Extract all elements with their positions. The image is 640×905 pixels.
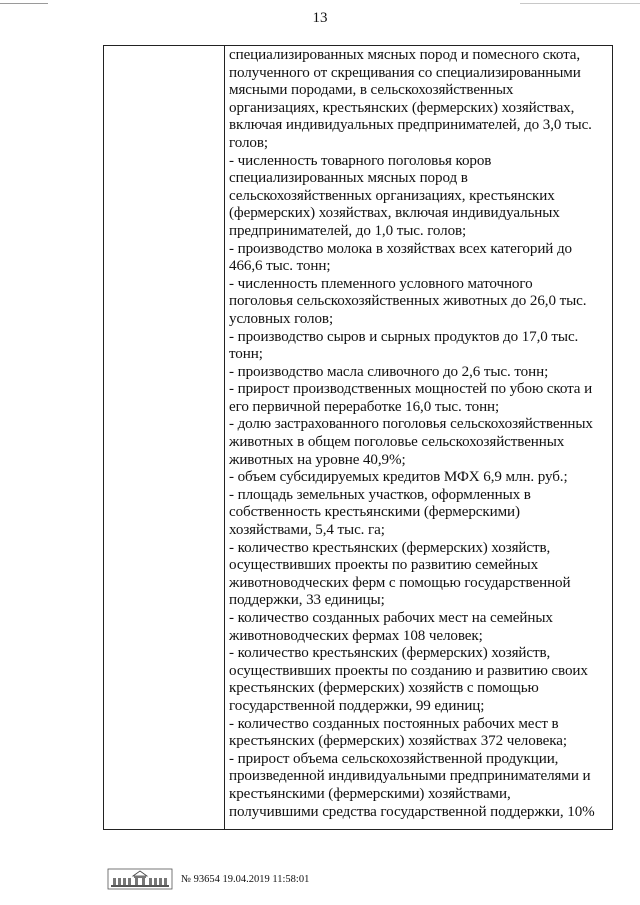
text-line: поддержки, 33 единицы; [229, 592, 385, 609]
text-line: специализированных мясных пород и помесного скота, [229, 47, 581, 63]
table-right-column [225, 46, 612, 829]
text-line: крестьянскими (фермерскими) хозяйствами, [229, 785, 511, 802]
text-line: осуществивших проекты по развитию семейных [229, 557, 539, 574]
table-left-column [104, 46, 225, 829]
document-table [103, 45, 613, 830]
text-line: - объем субсидируемых кредитов МФХ 6,9 млн. руб.; [229, 469, 568, 486]
text-line: собственность крестьянскими (фермерскими) [229, 504, 520, 521]
text-line: хозяйствами, 5,4 тыс. га; [229, 522, 385, 539]
text-line: специализированных мясных пород в [229, 170, 468, 187]
text-line: - производство молока в хозяйствах всех категорий до [229, 240, 572, 257]
text-line: голов; [229, 134, 268, 151]
text-line: тонн; [229, 346, 263, 363]
text-line: крестьянских (фермерских) хозяйствах 372 человека; [229, 733, 567, 750]
text-line: его первичной переработке 16,0 тыс. тонн; [229, 398, 500, 415]
text-line: условных голов; [229, 310, 334, 327]
text-line: - количество крестьянских (фермерских) хозяйств, [229, 645, 551, 662]
text-line: - численность племенного условного маточного [229, 275, 533, 292]
text-line: животных на уровне 40,9%; [229, 451, 406, 468]
registration-number: № 93654 19.04.2019 11:58:01 [181, 873, 310, 885]
text-line: получившими средства государственной поддержки, 10% [229, 803, 595, 820]
text-line: (фермерских) хозяйствах, включая индивидуальных [229, 205, 560, 222]
page-number: 13 [312, 10, 328, 26]
text-line: - количество крестьянских (фермерских) хозяйств, [229, 539, 551, 556]
text-line: 466,6 тыс. тонн; [229, 258, 331, 275]
text-line: - прирост производственных мощностей по убою скота и [229, 381, 593, 398]
text-line: - численность товарного поголовья коров [229, 152, 492, 169]
text-line: мясными породами, в сельскохозяйственных [229, 82, 514, 99]
text-line: предпринимателей, до 1,0 тыс. голов; [229, 222, 467, 239]
text-line: - количество созданных постоянных рабочих мест в [229, 715, 559, 732]
text-line: животноводческих ферм с помощью государственной [229, 574, 571, 591]
text-line: - долю застрахованного поголовья сельскохозяйственных [229, 416, 593, 433]
government-building-logo-icon [107, 868, 173, 890]
text-line: - производство сыров и сырных продуктов до 17,0 тыс. [229, 328, 579, 345]
scan-edge-mark-left [0, 3, 48, 4]
text-line: - площадь земельных участков, оформленных в [229, 486, 531, 503]
text-line: - количество созданных рабочих мест на семейных [229, 610, 553, 626]
text-line: животноводческих фермах 108 человек; [229, 627, 483, 644]
document-footer [107, 868, 309, 890]
text-line: крестьянских (фермерских) хозяйств с помощью [229, 680, 539, 697]
text-line: сельскохозяйственных организациях, крестьянских [229, 187, 555, 204]
text-line: полученного от скрещивания со специализированными [229, 64, 581, 81]
text-line: произведенной индивидуальными предпринимателями и [229, 768, 591, 785]
text-line: - производство масла сливочного до 2,6 тыс. тонн; [229, 363, 549, 380]
text-line: организациях, крестьянских (фермерских) хозяйствах, [229, 99, 575, 116]
scan-edge-mark-right [520, 3, 640, 4]
text-line: включая индивидуальных предпринимателей, до 3,0 тыс. [229, 117, 592, 134]
text-line: осуществивших проекты по созданию и развитию своих [229, 662, 588, 679]
text-line: государственной поддержки, 99 единиц; [229, 697, 485, 714]
text-line: поголовья сельскохозяйственных животных до 26,0 тыс. [229, 293, 587, 310]
text-line: - прирост объема сельскохозяйственной продукции, [229, 750, 559, 767]
text-line: животных в общем поголовье сельскохозяйственных [229, 434, 565, 451]
